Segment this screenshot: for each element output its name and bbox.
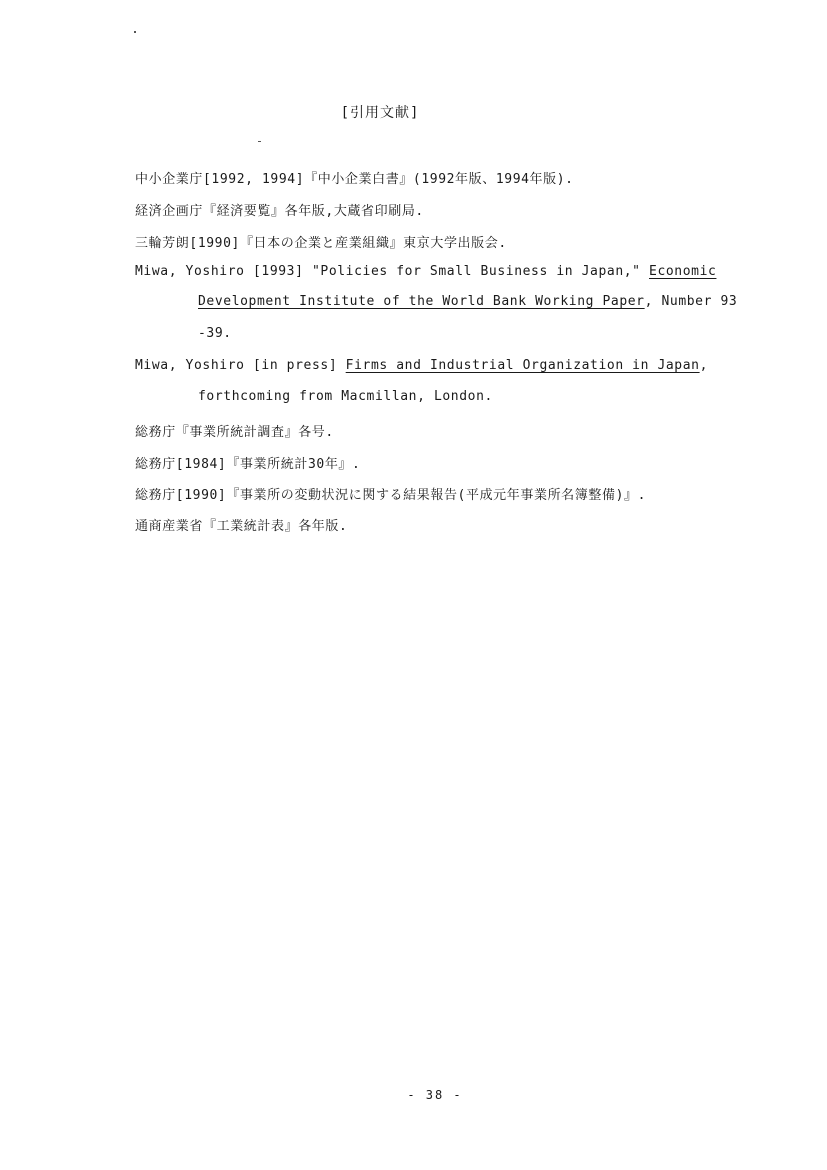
reference-item <box>135 264 716 279</box>
reference-item: 三輪芳朗[1990]『日本の企業と産業組織』東京大学出版会. <box>135 236 507 251</box>
reference-text: , <box>699 358 709 373</box>
reference-item: 総務庁『事業所統計調査』各号. <box>135 425 334 440</box>
scan-speck <box>134 31 136 33</box>
references-heading: [引用文献] <box>340 105 420 121</box>
page-number: - 38 - <box>407 1088 463 1102</box>
reference-item: 総務庁[1990]『事業所の変動状況に関する結果報告(平成元年事業所名簿整備)』. <box>135 488 647 503</box>
reference-item: 総務庁[1984]『事業所統計30年』. <box>135 457 361 472</box>
reference-text: Miwa, Yoshiro [1993] "Policies for Small Business in Japan," <box>135 264 650 279</box>
reference-item-continuation: -39. <box>198 326 232 341</box>
reference-item: 中小企業庁[1992, 1994]『中小企業白書』(1992年版、1994年版). <box>135 172 574 187</box>
reference-title-underlined: Economic <box>649 264 717 279</box>
reference-item-continuation <box>198 294 737 309</box>
scan-speck <box>258 141 261 142</box>
reference-item: 通商産業省『工業統計表』各年版. <box>135 519 348 534</box>
reference-text: , Number 93 <box>644 294 738 309</box>
reference-item <box>135 358 708 373</box>
reference-title-underlined: Firms and Industrial Organization in Japan <box>345 358 700 373</box>
reference-item-continuation: forthcoming from Macmillan, London. <box>198 389 493 404</box>
reference-title-underlined: Development Institute of the World Bank Working Paper <box>198 294 645 309</box>
reference-text: Miwa, Yoshiro [in press] <box>135 358 346 373</box>
reference-item: 経済企画庁『経済要覧』各年版,大蔵省印刷局. <box>135 204 424 219</box>
